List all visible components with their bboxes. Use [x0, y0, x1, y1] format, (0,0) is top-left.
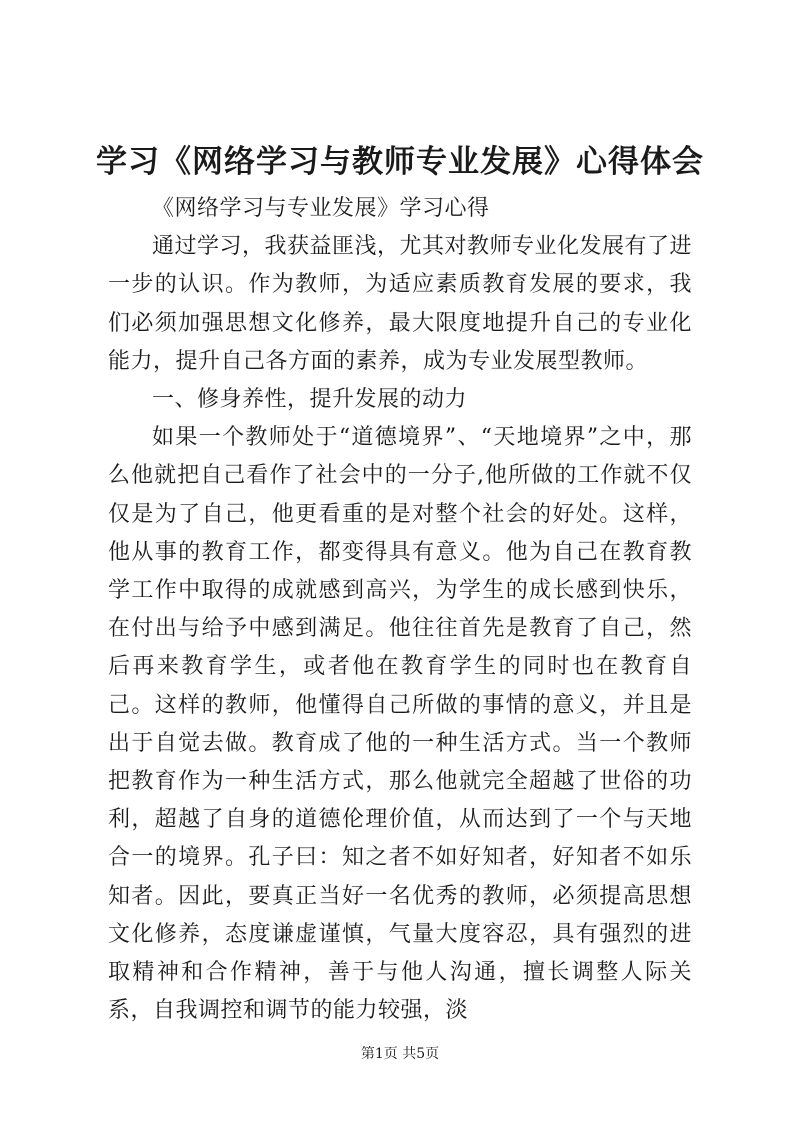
subtitle-paragraph: 《网络学习与专业发展》学习心得 [152, 196, 490, 221]
intro-paragraph: 通过学习，我获益匪浅，尤其对教师专业化发展有了进一步的认识。作为教师，为适应素质教育发展的要求，我们必须加强思想文化修养，最大限度地提升自己的专业化能力，提升自己各方面的素养，成为专业发展型教师。 [108, 234, 693, 374]
document-title: 学习《网络学习与教师专业发展》心得体会 [96, 144, 704, 180]
document-body [108, 190, 692, 1030]
section-paragraph: 如果一个教师处于“道德境界”、“天地境界”之中，那么他就把自己看作了社会中的一分子,他所做的工作就不仅仅是为了自己，他更看重的是对整个社会的好处。这样，他从事的教育工作，都变得具有意义。他为自己在教育教学工作中取得的成就感到高兴，为学生的成长感到快乐，在付出与给予中感到满足。他往往首先是教育了自己，然后再来教育学生，或者他在教育学生的同时也在教育自己。这样的教师，他懂得自己所做的事情的意义，并且是出于自觉去做。教育成了他的一种生活方式。当一个教师把教育作为一种生活方式，那么他就完全超越了世俗的功利，超越了自身的道德伦理价值，从而达到了一个与天地合一的境界。孔子曰：知之者不如好知者，好知者不如乐知者。因此，要真正当好一名优秀的教师，必须提高思想文化修养，态度谦虚谨慎，气量大度容忍，具有强烈的进取精神和合作精神，善于与他人沟通，擅长调整人际关系，自我调控和调节的能力较强，淡 [108, 425, 692, 1024]
page-footer: 第1页 共5页 [360, 1046, 440, 1062]
section-heading: 一、修身养性，提升发展的动力 [152, 387, 468, 413]
